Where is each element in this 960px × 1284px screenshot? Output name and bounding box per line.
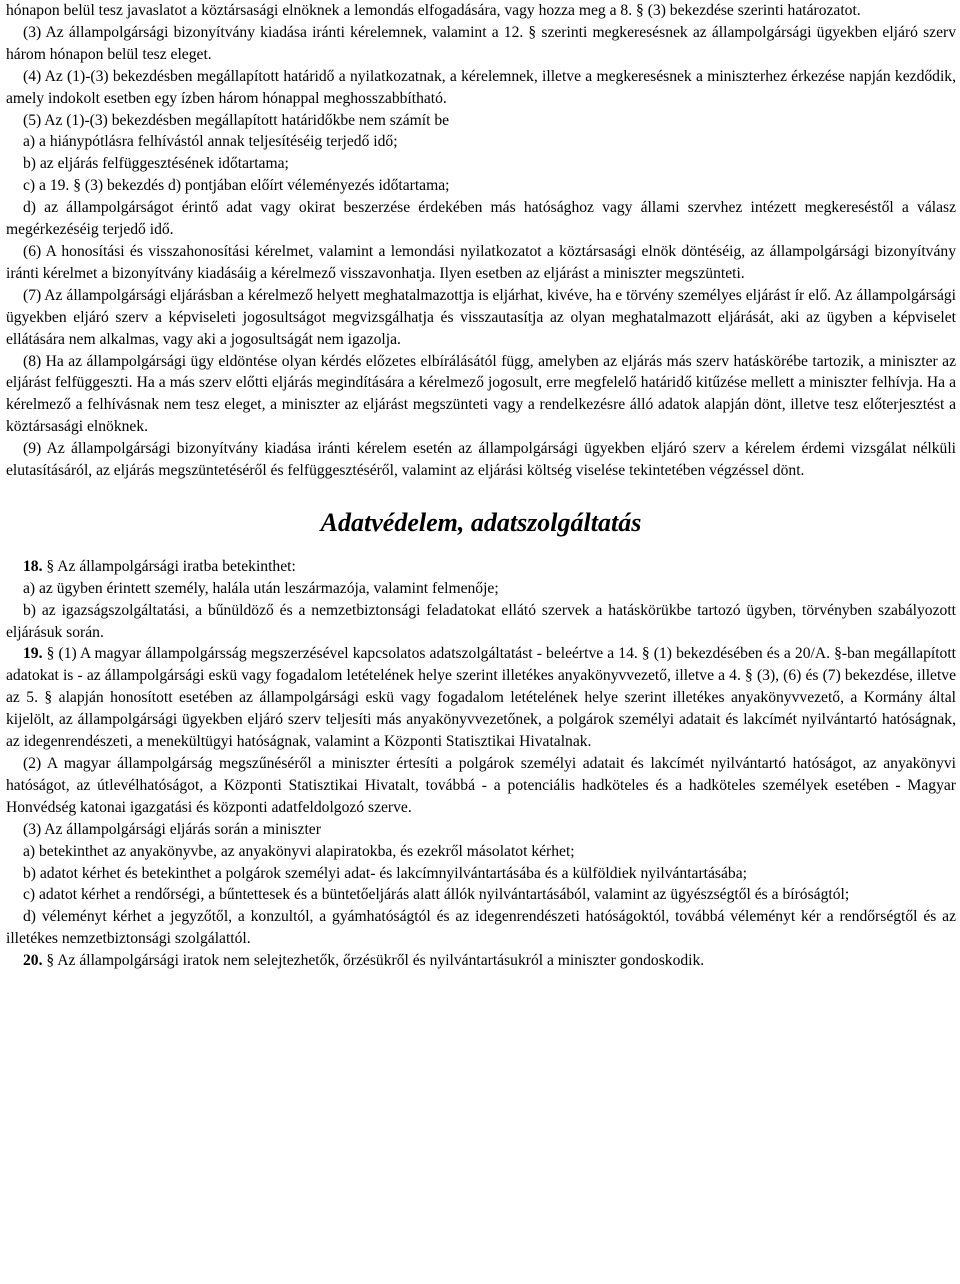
paragraph-text: (3) Az állampolgársági eljárás során a miniszter bbox=[23, 820, 321, 838]
paragraph bbox=[6, 438, 956, 482]
paragraph bbox=[6, 841, 956, 863]
paragraph bbox=[6, 153, 956, 175]
paragraph bbox=[6, 131, 956, 153]
paragraph bbox=[6, 884, 956, 906]
paragraph bbox=[6, 241, 956, 285]
paragraph-text: (5) Az (1)-(3) bekezdésben megállapított határidőkbe nem számít be bbox=[23, 111, 450, 129]
paragraph bbox=[6, 556, 956, 578]
paragraph bbox=[6, 22, 956, 66]
paragraph bbox=[6, 906, 956, 950]
section-after bbox=[6, 556, 956, 972]
paragraph-text: § Az állampolgársági iratba betekinthet: bbox=[42, 557, 296, 575]
paragraph-text: hónapon belül tesz javaslatot a köztársasági elnöknek a lemondás elfogadására, vagy hozza meg a 8. § (3) bekezdése szerinti határozatot. bbox=[6, 2, 861, 19]
paragraph-text: a) az ügyben érintett személy, halála után leszármazója, valamint felmenője; bbox=[23, 579, 499, 597]
document-page bbox=[6, 0, 956, 972]
paragraph-text: d) az állampolgárságot érintő adat vagy okirat beszerzése érdekében más hatósághoz vagy állami szervhez intézett megkereséstől a válasz megérkezéséig terjedő idő. bbox=[6, 199, 956, 239]
paragraph bbox=[6, 819, 956, 841]
paragraph-text: c) adatot kérhet a rendőrségi, a bűntettesek és a büntetőeljárás alatt állók nyilvántartásából, valamint az ügyészségtől és a bíróságtól; bbox=[23, 886, 850, 904]
paragraph bbox=[6, 285, 956, 351]
paragraph bbox=[6, 0, 956, 22]
section-number: 19. bbox=[23, 645, 43, 663]
paragraph-text: a) betekinthet az anyakönyvbe, az anyakönyvi alapiratokba, és ezekről másolatot kérhet; bbox=[23, 842, 575, 860]
section-heading: Adatvédelem, adatszolgáltatás bbox=[320, 507, 642, 537]
paragraph-text: (6) A honosítási és visszahonosítási kérelmet, valamint a lemondási nyilatkozatot a köztársasági elnök döntéséig, az állampolgársági bizonyítvány iránti kérelmet a bizonyítvány kiadásáig a kérelmező visszavonhatja. Ilyen esetben az eljárást a miniszter megszünteti. bbox=[6, 242, 956, 282]
paragraph bbox=[6, 863, 956, 885]
section-before bbox=[6, 0, 956, 482]
section-number: 18. bbox=[23, 557, 43, 575]
paragraph bbox=[6, 600, 956, 644]
paragraph-text: (4) Az (1)-(3) bekezdésben megállapított határidő a nyilatkozatnak, a kérelemnek, illetve a megkeresésnek a miniszterhez érkezése napján kezdődik, amely indokolt esetben egy ízben három hónappal meghosszabbítható. bbox=[6, 67, 956, 107]
paragraph bbox=[6, 175, 956, 197]
paragraph bbox=[6, 66, 956, 110]
paragraph-text: (8) Ha az állampolgársági ügy eldöntése olyan kérdés előzetes elbírálásától függ, amelyben az eljárás más szerv hatáskörébe tartozik, a miniszter az eljárást felfüggeszti. Ha a más szerv előtti eljárás megindítására a kérelmező jogosult, erre megfelelő határidő kitűzése mellett a miniszter felhívja. Ha a kérelmező a felhívásnak nem tesz eleget, a miniszter az eljárást megszünteti vagy a rendelkezésre álló adatok alapján dönt, illetve tesz előterjesztést a köztársasági elnöknek. bbox=[6, 352, 956, 436]
paragraph bbox=[6, 643, 956, 753]
paragraph-text: b) adatot kérhet és betekinthet a polgárok személyi adat- és lakcímnyilvántartásába és a külföldiek nyilvántartásába; bbox=[23, 864, 747, 882]
paragraph-text: (7) Az állampolgársági eljárásban a kérelmező helyett meghatalmazottja is eljárhat, kivéve, ha e törvény személyes eljárást ír elő. Az állampolgársági ügyekben eljáró szerv a képviseleti jogosultságot megvizsgálhatja és visszautasítja az olyan meghatalmazott eljárását, aki az ügyben a képviselet ellátására nem alkalmas, vagy aki a jogosultságát nem igazolja. bbox=[6, 286, 956, 348]
paragraph-text: (2) A magyar állampolgárság megszűnéséről a miniszter értesíti a polgárok személyi adatait és lakcímét nyilvántartó hatóságot, az anyakönyvi hatóságot, az útlevélhatóságot, a Központi Statisztikai Hivatalt, továbbá - a potenciális hadköteles és a hadköteles személyek esetében - Magyar Honvédség katonai igazgatási és központi adatfeldolgozó szerve. bbox=[6, 755, 956, 816]
paragraph-text: b) az igazságszolgáltatási, a bűnüldöző és a nemzetbiztonsági feladatokat ellátó szervek a hatáskörükbe tartozó ügyben, törvényben szabályozott eljárásuk során. bbox=[6, 601, 956, 641]
paragraph bbox=[6, 950, 956, 972]
paragraph-text: a) a hiánypótlásra felhívástól annak teljesítéséig terjedő idő; bbox=[23, 133, 398, 151]
section-number: 20. bbox=[23, 952, 43, 970]
paragraph-text: (9) Az állampolgársági bizonyítvány kiadása iránti kérelem esetén az állampolgársági ügyekben eljáró szerv a kérelem érdemi vizsgálat nélküli elutasításáról, az eljárás megszüntetéséről és felfüggesztéséről, valamint az eljárási költség viselése tekintetében végzéssel dönt. bbox=[6, 440, 956, 480]
paragraph bbox=[6, 753, 956, 819]
paragraph bbox=[6, 351, 956, 439]
paragraph-text: b) az eljárás felfüggesztésének időtartama; bbox=[23, 155, 289, 173]
paragraph bbox=[6, 197, 956, 241]
paragraph-text: d) véleményt kérhet a jegyzőtől, a konzultól, a gyámhatóságtól és az idegenrendészeti hatóságoktól, továbbá véleményt kér a rendőrségtől és az illetékes nemzetbiztonsági szolgálattól. bbox=[6, 908, 956, 948]
paragraph-text: § (1) A magyar állampolgársság megszerzésével kapcsolatos adatszolgáltatást - beleértve a 14. § (1) bekezdésében és a 20/A. §-ban megállapított adatokat is - az állampolgársági eskü vagy fogadalom letételének helye szerint illetékes anyakönyvvezető, illetve a 4. § (3), (6) és (7) bekezdése, illetve az 5. § alapján honosított esetében az állampolgársági eskü vagy fogadalom letételének helye szerint illetékes anyakönyvvezető, a Kormány által kijelölt, az állampolgársági ügyekben eljáró szerv teljesíti más anyakönyvvezetőnek, a polgárok személyi adatait és lakcímét nyilvántartó hatóságnak, az idegenrendészeti, a menekültügyi hatóságnak, valamint a Központi Statisztikai Hivatalnak. bbox=[6, 645, 956, 751]
paragraph-text: § Az állampolgársági iratok nem selejtezhetők, őrzésükről és nyilvántartásukról a miniszter gondoskodik. bbox=[42, 952, 705, 970]
paragraph bbox=[6, 578, 956, 600]
paragraph-text: c) a 19. § (3) bekezdés d) pontjában előírt véleményezés időtartama; bbox=[23, 177, 450, 195]
paragraph bbox=[6, 110, 956, 132]
paragraph-text: (3) Az állampolgársági bizonyítvány kiadása iránti kérelemnek, valamint a 12. § szerinti megkeresésnek az állampolgársági ügyekben eljáró szerv három hónapon belül tesz eleget. bbox=[6, 23, 956, 63]
